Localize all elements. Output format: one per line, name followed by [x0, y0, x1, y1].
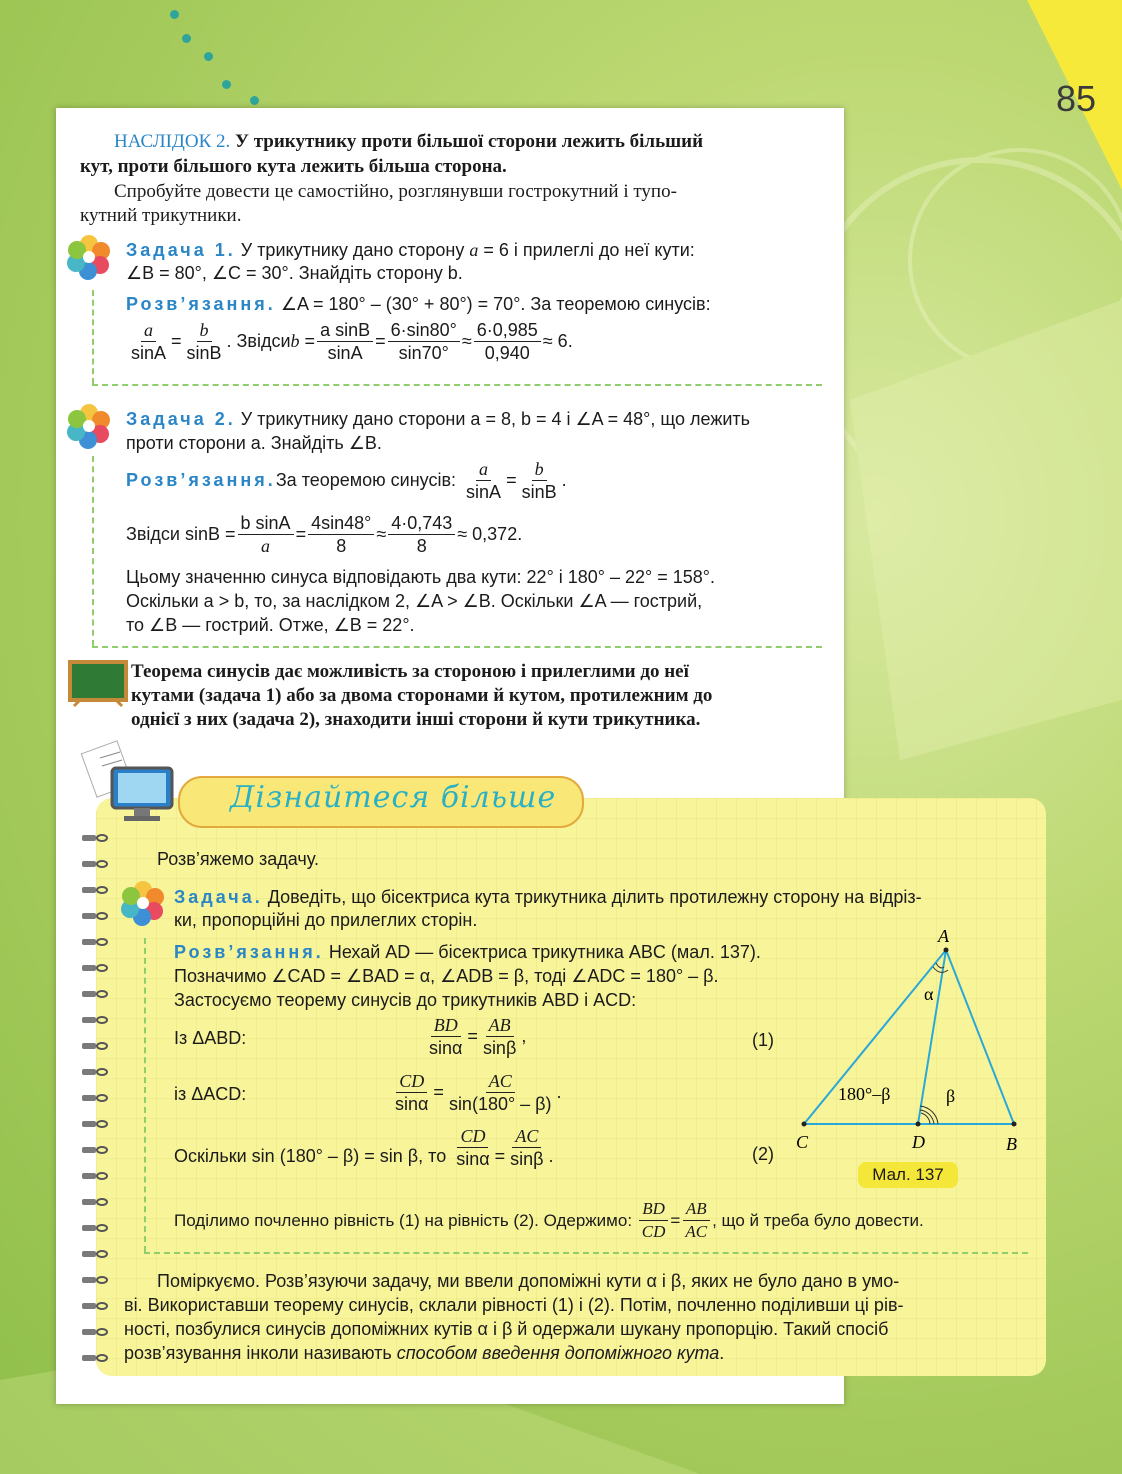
page-number: 85	[1055, 78, 1096, 119]
lm-solution-line-3: Застосуємо теорему синусів до трикутників ABD і ACD:	[174, 990, 637, 1010]
vertex-d-label: D	[912, 1132, 925, 1152]
task1-divider-v	[92, 290, 94, 384]
figure-caption: Мал. 137	[858, 1162, 958, 1188]
learn-more-title: Дізнайтеся більше	[230, 780, 557, 815]
from-acd-label: із ΔACD:	[174, 1084, 247, 1104]
lm-task-line-2: ки, пропорційні до прилеглих сторін.	[174, 910, 478, 930]
bisector-ad	[918, 950, 946, 1124]
flower-icon	[66, 403, 112, 449]
task2-line-5: Оскільки a > b, то, за наслідком 2, ∠A > ∠B. Оскільки ∠A — гострий,	[126, 591, 703, 611]
reflect-line-2: ві. Використавши теорему синусів, склали рівності (1) і (2). Потім, почленно поділивши ці рів-	[124, 1295, 904, 1315]
triangle-figure	[790, 920, 1030, 1160]
corollary-line-3: Спробуйте довести це самостійно, розглянувши гострокутний і тупо-	[114, 181, 677, 202]
task1-formula: $\frac{a}{\sin A}$ = $\frac{b}{\sin B}$ . Звідси b = $\frac{\text{a sinB}}{\sin A}$ = $\frac{6\cdot\sin 80^\circ}{\sin 70^\circ}$ ≈ $\frac{6\cdot 0,985}{0,940}$ ≈ 6.	[131, 320, 573, 363]
corollary-line-1: НАСЛІДОК 2. У трикутнику проти більшої сторони лежить більший	[114, 131, 704, 152]
lm-task-line-1: Задача. Доведіть, що бісектриса кута трикутника ділить протилежну сторону на відріз-	[174, 887, 922, 907]
decorative-dots	[130, 0, 430, 110]
flower-icon	[120, 880, 166, 926]
equation-2-line: Оскільки sin (180° – β) = sin β, то $\frac{CD}{\sin\alpha}$ = $\frac{AC}{\sin\beta}$ .	[174, 1126, 554, 1169]
task2-formula: Звідси sinB = $\frac{\text{b sinA}}{a}$ = $\frac{4\sin 48^\circ}{8}$ ≈ $\frac{4\cdot 0,743}{8}$ ≈ 0,372.	[126, 513, 523, 556]
task1-line-2: ∠B = 80°, ∠C = 30°. Знайдіть сторону b.	[126, 263, 463, 283]
conclusion-line-3: однієї з них (задача 2), знаходити інші сторони й кути трикутника.	[131, 709, 701, 730]
divide-line: Поділимо почленно рівність (1) на рівність (2). Одержимо: $\frac{BD}{CD}$ = $\frac{AB}{AC}$ , що й треба було довести.	[174, 1199, 924, 1241]
conclusion-line-2: кутами (задача 1) або за двома сторонами й кутом, протилежним до	[131, 685, 713, 706]
triangle-abc	[804, 950, 1014, 1124]
alpha-label: α	[924, 984, 934, 1004]
from-abd-label: Із ΔABD:	[174, 1028, 247, 1048]
equation-2-number: (2)	[752, 1144, 774, 1164]
equation-1: $\frac{BD}{\sin\alpha}$ = $\frac{AB}{\sin\beta}$ ,	[429, 1015, 527, 1058]
angle-adc-label: 180°–β	[838, 1084, 891, 1104]
flower-icon	[66, 234, 112, 280]
lm-solution-line-2: Позначимо ∠CAD = ∠BAD = α, ∠ADB = β, тоді ∠ADC = 180° – β.	[174, 966, 719, 986]
computer-icon	[80, 738, 180, 824]
task1-divider-h	[92, 384, 822, 386]
task2-line-6: то ∠B — гострий. Отже, ∠B = 22°.	[126, 615, 415, 635]
corollary-title: НАСЛІДОК 2.	[114, 131, 231, 152]
task1-line-1: Задача 1. У трикутнику дано сторону a = 6 і прилеглі до неї кути:	[126, 240, 695, 260]
task1-solution-line: Розв’язання. ∠A = 180° – (30° + 80°) = 70°. За теоремою синусів:	[126, 294, 711, 314]
corollary-line-2: кут, проти більшого кута лежить більша сторона.	[80, 156, 507, 177]
equation-1-number: (1)	[752, 1030, 774, 1050]
vertex-b-label: B	[1006, 1134, 1017, 1154]
lm-solution-line-1: Розв’язання. Нехай AD — бісектриса трикутника ABC (мал. 137).	[174, 942, 761, 962]
task2-line-1: Задача 2. У трикутнику дано сторони a = 8, b = 4 і ∠A = 48°, що лежить	[126, 409, 751, 429]
task2-line-4: Цьому значенню синуса відповідають два кути: 22° і 180° – 22° = 158°.	[126, 567, 715, 587]
corollary-line-4: кутний трикутники.	[80, 205, 242, 226]
task2-line-2: проти сторони a. Знайдіть ∠B.	[126, 433, 382, 453]
reflect-line-4: розв’язування інколи називають способом введення допоміжного кута.	[124, 1343, 725, 1363]
chalkboard-icon	[66, 660, 128, 708]
equation-acd: $\frac{CD}{\sin\alpha}$ = $\frac{AC}{\sin(180^\circ - \beta)}$ .	[395, 1071, 562, 1114]
vertex-a-label: A	[938, 926, 949, 946]
learn-more-intro: Розв’яжемо задачу.	[157, 849, 319, 869]
reflect-line-3: ності, позбулися синусів допоміжних кутів α і β й одержали шукану пропорцію. Такий спосіб	[124, 1319, 889, 1339]
conclusion-line-1: Теорема синусів дає можливість за стороною і прилеглими до неї	[131, 661, 689, 682]
lm-divider-h	[144, 1252, 1028, 1254]
vertex-c-label: C	[796, 1132, 809, 1152]
task2-divider-h	[92, 646, 822, 648]
task2-divider-v	[92, 456, 94, 646]
lm-divider-v	[144, 938, 146, 1252]
task2-solution-line: Розв’язання. За теоремою синусів: $\frac{a}{\sin A}$ = $\frac{b}{\sin B}$ .	[126, 459, 567, 502]
beta-label: β	[946, 1086, 956, 1106]
reflect-line-1: Поміркуємо. Розв’язуючи задачу, ми ввели допоміжні кути α і β, яких не було дано в умо-	[157, 1271, 900, 1291]
